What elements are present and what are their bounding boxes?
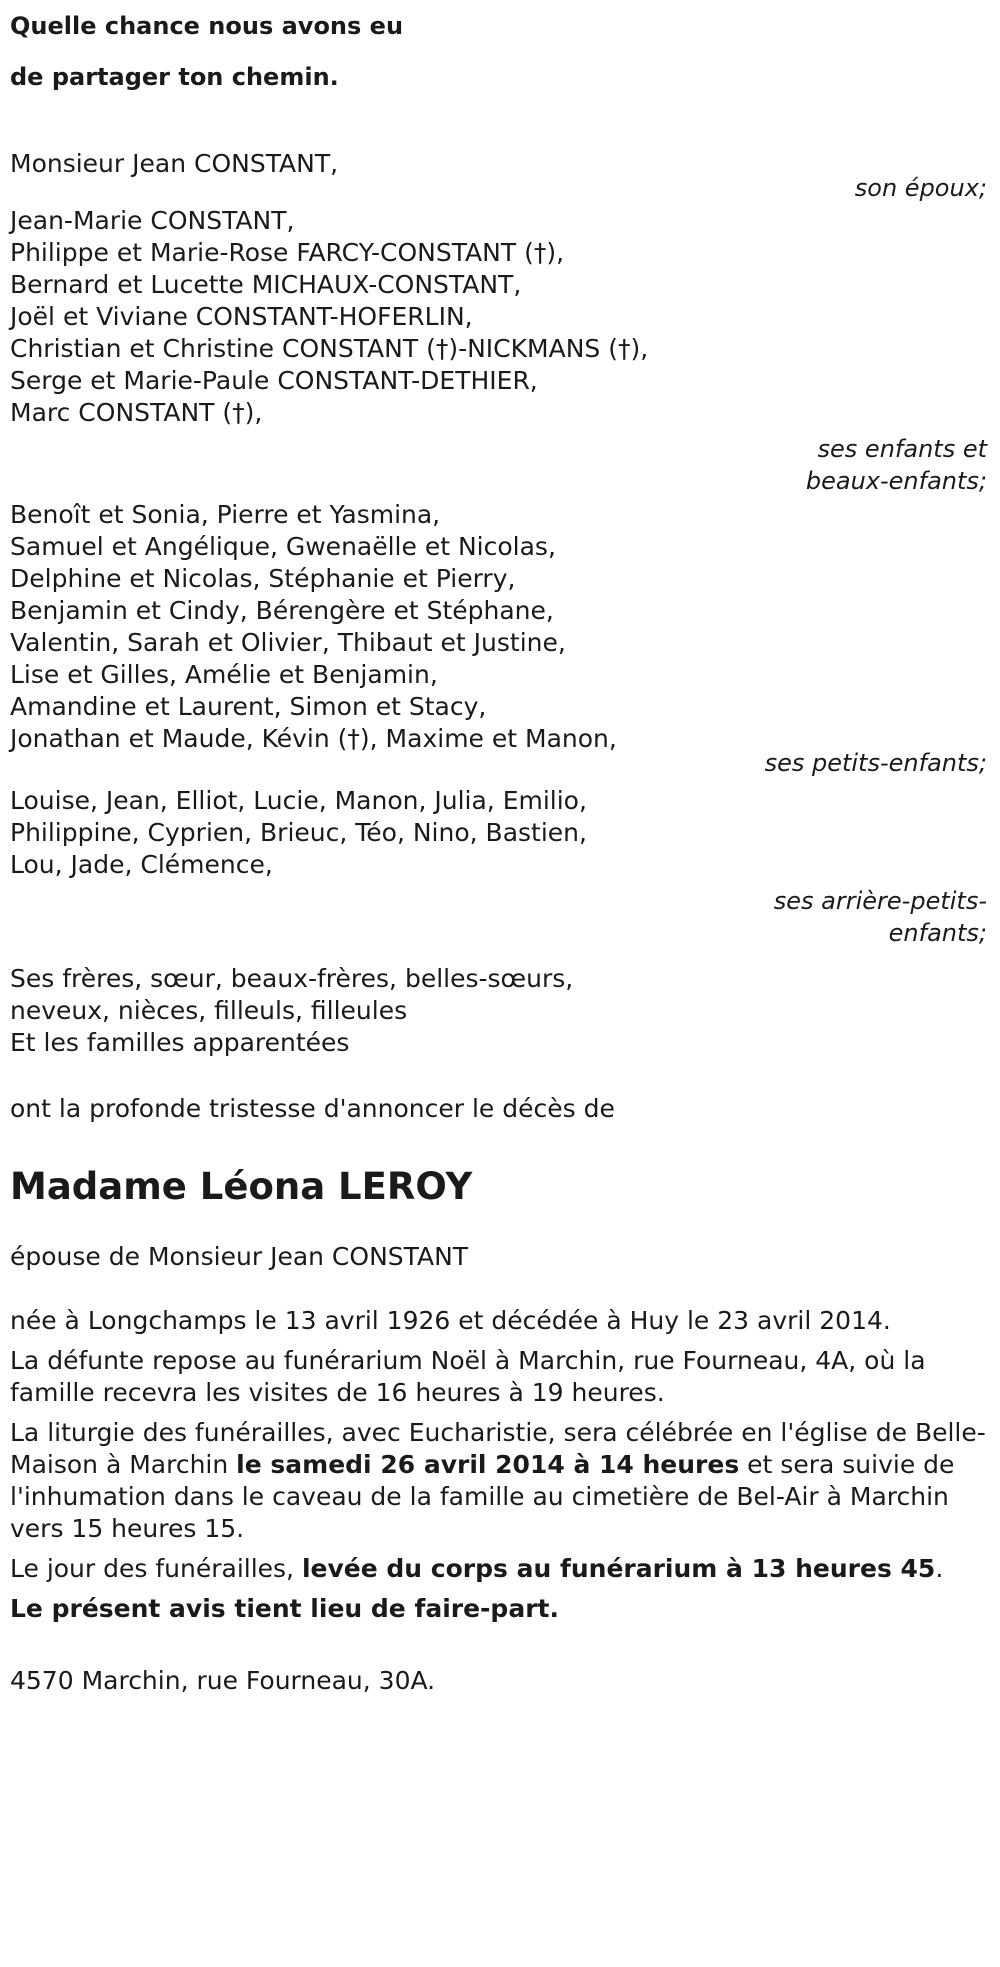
deceased-name: Madame Léona LEROY (10, 1165, 473, 1208)
family-address: 4570 Marchin, rue Fourneau, 30A. (10, 1666, 436, 1695)
spouse-name: Monsieur Jean CONSTANT, (10, 149, 339, 178)
opening-quote (10, 0, 988, 102)
grandchild-line: Delphine et Nicolas, Stéphanie et Pierry, (10, 564, 516, 593)
funeral-details (10, 1305, 988, 1625)
resting-place-text: La défunte repose au funérarium Noël à Marchin, rue Fourneau, 4A, où la famille recevra les visites de 16 heures à 19 heures. (10, 1346, 926, 1407)
notice-text: Le présent avis tient lieu de faire-part. (10, 1594, 559, 1623)
child-line: Bernard et Lucette MICHAUX-CONSTANT, (10, 270, 522, 299)
grandchild-line: Amandine et Laurent, Simon et Stacy, (10, 692, 487, 721)
obituary-notice (10, 0, 988, 1697)
great-grandchildren-section (10, 785, 988, 949)
relatives-section (10, 963, 988, 1059)
liturgy-part-2: et sera suivie de l'inhumation dans le caveau de la famille au cimetière de Bel-Air à Marchin vers 15 heures 15. (10, 1450, 955, 1543)
children-section (10, 205, 988, 497)
grandchild-line: Samuel et Angélique, Gwenaëlle et Nicolas, (10, 532, 556, 561)
relatives-line: Ses frères, sœur, beaux-frères, belles-sœurs, (10, 964, 574, 993)
great-grandchild-line: Louise, Jean, Elliot, Lucie, Manon, Julia, Emilio, (10, 786, 587, 815)
grandchild-line: Benjamin et Cindy, Bérengère et Stéphane, (10, 596, 554, 625)
funeral-day-part-1: Le jour des funérailles, (10, 1554, 302, 1583)
child-line: Joël et Viviane CONSTANT-HOFERLIN, (10, 302, 473, 331)
great-grandchildren-role-line-1: ses arrière-petits- (773, 887, 987, 915)
grandchildren-role: ses petits-enfants; (764, 749, 987, 777)
grandchild-line: Benoît et Sonia, Pierre et Yasmina, (10, 500, 441, 529)
liturgy-part-1: La liturgie des funérailles, avec Eucharistie, sera célébrée en l'église de Belle-Maison à Marchin (10, 1418, 986, 1479)
body-removal-time: levée du corps au funérarium à 13 heures 45 (301, 1554, 936, 1583)
relatives-line: Et les familles apparentées (10, 1028, 350, 1057)
liturgy-date-time: le samedi 26 avril 2014 à 14 heures (236, 1450, 740, 1479)
great-grandchild-line: Lou, Jade, Clémence, (10, 850, 273, 879)
grandchild-line: Lise et Gilles, Amélie et Benjamin, (10, 660, 438, 689)
child-line: Serge et Marie-Paule CONSTANT-DETHIER, (10, 366, 538, 395)
deceased-spouse-of: épouse de Monsieur Jean CONSTANT (10, 1242, 469, 1271)
children-role-line-1: ses enfants et (817, 435, 987, 463)
child-line: Marc CONSTANT (†), (10, 398, 263, 427)
great-grandchildren-role-line-2: enfants; (888, 919, 987, 947)
liturgy-text (10, 1417, 988, 1545)
quote-line-1: Quelle chance nous avons eu (10, 12, 404, 40)
spouse-role: son époux; (854, 174, 987, 202)
child-line: Christian et Christine CONSTANT (†)-NICKMANS (†), (10, 334, 649, 363)
birth-death-text: née à Longchamps le 13 avril 1926 et décédée à Huy le 23 avril 2014. (10, 1306, 891, 1335)
announcement-text: ont la profonde tristesse d'annoncer le décès de (10, 1094, 615, 1123)
child-line: Jean-Marie CONSTANT, (10, 206, 295, 235)
grandchildren-section (10, 499, 988, 779)
funeral-day-text (10, 1553, 988, 1585)
funeral-day-part-2: . (935, 1554, 944, 1583)
relatives-line: neveux, nièces, filleuls, filleules (10, 996, 408, 1025)
children-role-line-2: beaux-enfants; (805, 467, 987, 495)
grandchild-line: Valentin, Sarah et Olivier, Thibaut et Justine, (10, 628, 566, 657)
quote-line-2: de partager ton chemin. (10, 63, 339, 91)
great-grandchild-line: Philippine, Cyprien, Brieuc, Téo, Nino, Bastien, (10, 818, 587, 847)
child-line: Philippe et Marie-Rose FARCY-CONSTANT (†), (10, 238, 565, 267)
spouse-section (10, 145, 988, 207)
grandchild-line: Jonathan et Maude, Kévin (†), Maxime et Manon, (10, 724, 617, 753)
